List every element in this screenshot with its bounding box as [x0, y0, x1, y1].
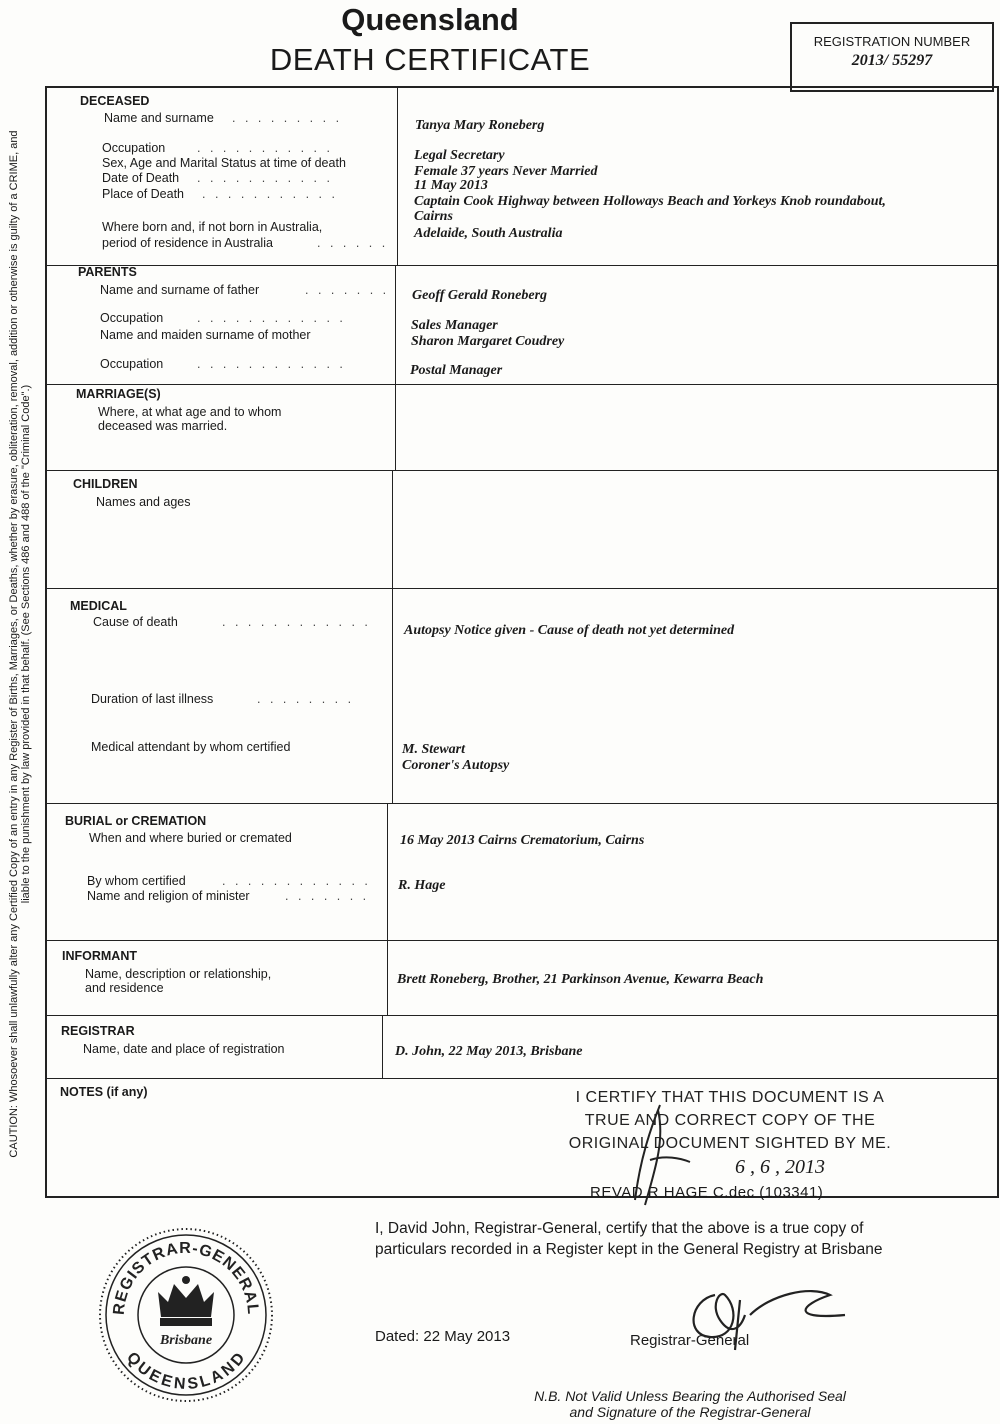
leader-dots: . . . . . . . — [285, 889, 370, 903]
marriage-label-2: deceased was married. — [98, 419, 228, 433]
crown-icon — [158, 1276, 214, 1326]
leader-dots: . . . . . . . . — [257, 692, 355, 706]
leader-dots: . . . . . . . . . — [232, 111, 343, 125]
leader-dots: . . . . . . . . . . . . — [222, 874, 371, 888]
burial-when-value: 16 May 2013 Cairns Crematorium, Cairns — [400, 833, 645, 848]
father-name: Geoff Gerald Roneberg — [412, 288, 548, 303]
leader-dots: . . . . . . . . . . . — [202, 187, 338, 201]
occupation-value: Legal Secretary — [414, 148, 505, 163]
burial-certified-label: By whom certified — [87, 874, 186, 888]
mother-label: Name and maiden surname of mother — [100, 328, 311, 342]
stamp-signature-icon — [620, 1100, 700, 1210]
registrar-seal — [96, 1222, 276, 1408]
leader-dots: . . . . . . . . . . . . — [222, 615, 371, 629]
children-label: Names and ages — [96, 495, 191, 509]
place-of-death-value: Captain Cook Highway between Holloways Beach and Yorkeys Knob roundabout, — [414, 194, 886, 209]
certify-name: REVAD R HAGE C.dec (103341) — [590, 1184, 824, 1201]
place-of-death-label: Place of Death — [102, 187, 184, 201]
column-divider — [387, 804, 388, 1015]
section-heading-burial: BURIAL or CREMATION — [65, 814, 207, 828]
leader-dots: . . . . . . — [317, 236, 389, 250]
informant-label-2: and residence — [85, 981, 164, 995]
leader-dots: . . . . . . . . . . . . — [197, 311, 346, 325]
section-heading-deceased: DECEASED — [80, 94, 150, 108]
father-occupation-label: Occupation — [100, 311, 164, 325]
column-divider — [382, 1016, 383, 1079]
attendant-label: Medical attendant by whom certified — [91, 740, 291, 754]
birthplace-value: Adelaide, South Australia — [414, 226, 563, 241]
column-divider — [397, 88, 398, 266]
certificate-title: DEATH CERTIFICATE — [269, 42, 591, 77]
divider — [47, 384, 997, 385]
occupation-label: Occupation — [102, 141, 166, 155]
cause-of-death-label: Cause of death — [93, 615, 178, 629]
father-label: Name and surname of father — [100, 283, 260, 297]
section-heading-medical: MEDICAL — [70, 599, 127, 613]
registrar-label: Name, date and place of registration — [83, 1042, 285, 1056]
registration-label: REGISTRATION NUMBER — [813, 34, 971, 49]
caution-text: CAUTION: Whosoever shall unlawfully alter any Certified Copy of an entry in any Register of Births, Marriages, or Deaths, whether by erasure, obliteration, removal, addition or otherwise is guilty of a CRIME, and liable to the punishment by law provided in that behalf. (See Sections 486 and 488 of the "Criminal Code".) — [8, 130, 32, 1158]
leader-dots: . . . . . . . . . . . . — [197, 357, 346, 371]
seal-center-text: Brisbane — [159, 1333, 213, 1348]
divider — [47, 588, 997, 589]
deceased-name: Tanya Mary Roneberg — [415, 118, 545, 133]
duration-label: Duration of last illness — [91, 692, 214, 706]
column-divider — [392, 471, 393, 803]
validity-note — [460, 1388, 920, 1420]
minister-label: Name and religion of minister — [87, 889, 250, 903]
informant-value: Brett Roneberg, Brother, 21 Parkinson Avenue, Kewarra Beach — [397, 972, 764, 987]
state-title: Queensland — [341, 2, 519, 37]
birthplace-label: Where born and, if not born in Australia, — [102, 220, 323, 234]
seal-bottom-text: QUEENSLAND — [122, 1349, 250, 1394]
date-of-death-value: 11 May 2013 — [414, 178, 488, 193]
section-heading-registrar: REGISTRAR — [61, 1024, 135, 1038]
validity-note-line-1: N.B. Not Valid Unless Bearing the Authorised Seal — [534, 1388, 846, 1404]
section-heading-notes: NOTES (if any) — [60, 1085, 148, 1099]
divider — [47, 940, 997, 941]
leader-dots: . . . . . . . — [305, 283, 390, 297]
certify-date: 6 , 6 , 2013 — [735, 1156, 825, 1178]
divider — [47, 1015, 997, 1016]
dated-text: Dated: 22 May 2013 — [375, 1328, 511, 1345]
mother-occupation-label: Occupation — [100, 357, 164, 371]
registrar-value: D. John, 22 May 2013, Brisbane — [395, 1044, 583, 1059]
sex-age-value: Female 37 years Never Married — [414, 164, 598, 179]
sex-age-label: Sex, Age and Marital Status at time of death — [102, 156, 346, 170]
divider — [47, 470, 997, 471]
divider — [47, 265, 997, 266]
father-occupation: Sales Manager — [411, 318, 498, 333]
divider — [47, 1078, 997, 1079]
mother-name: Sharon Margaret Coudrey — [411, 334, 565, 349]
certify-line-2: TRUE AND CORRECT COPY OF THE — [584, 1112, 876, 1129]
leader-dots: . . . . . . . . . . . — [197, 141, 333, 155]
burial-certified-value: R. Hage — [398, 878, 446, 893]
certification-text: I, David John, Registrar-General, certify that the above is a true copy of particulars recorded in a Register kept in the General Registry at Brisbane — [375, 1220, 883, 1258]
divider — [47, 803, 997, 804]
certify-line-3: ORIGINAL DOCUMENT SIGHTED BY ME. — [568, 1135, 892, 1152]
mother-occupation: Postal Manager — [410, 363, 503, 378]
signature-icon — [680, 1275, 850, 1355]
section-heading-children: CHILDREN — [73, 477, 138, 491]
section-heading-marriage: MARRIAGE(S) — [76, 387, 161, 401]
marriage-label-1: Where, at what age and to whom — [98, 405, 282, 419]
column-divider — [395, 266, 396, 471]
registration-box — [790, 22, 994, 92]
attendant-role: Coroner's Autopsy — [402, 758, 510, 773]
certificate-form — [45, 86, 999, 1198]
residence-label: period of residence in Australia — [102, 236, 273, 250]
validity-note-line-2: and Signature of the Registrar-General — [569, 1404, 811, 1420]
section-heading-informant: INFORMANT — [62, 949, 137, 963]
certify-stamp — [555, 1086, 905, 1155]
place-of-death-value-2: Cairns — [414, 209, 453, 224]
attendant-name: M. Stewart — [402, 742, 466, 757]
informant-label-1: Name, description or relationship, — [85, 967, 272, 981]
seal-top-text: REGISTRAR-GENERAL — [110, 1239, 262, 1316]
burial-when-label: When and where buried or cremated — [89, 831, 292, 845]
cause-of-death-value: Autopsy Notice given - Cause of death not yet determined — [404, 623, 735, 638]
section-heading-parents: PARENTS — [78, 265, 137, 279]
certify-line-1: I CERTIFY THAT THIS DOCUMENT IS A — [575, 1089, 885, 1106]
registrar-general-label: Registrar-General — [630, 1332, 750, 1349]
registration-number: 2013/ 55297 — [851, 52, 933, 69]
name-label: Name and surname — [104, 111, 214, 125]
date-of-death-label: Date of Death — [102, 171, 180, 185]
leader-dots: . . . . . . . . . . . — [197, 171, 333, 185]
